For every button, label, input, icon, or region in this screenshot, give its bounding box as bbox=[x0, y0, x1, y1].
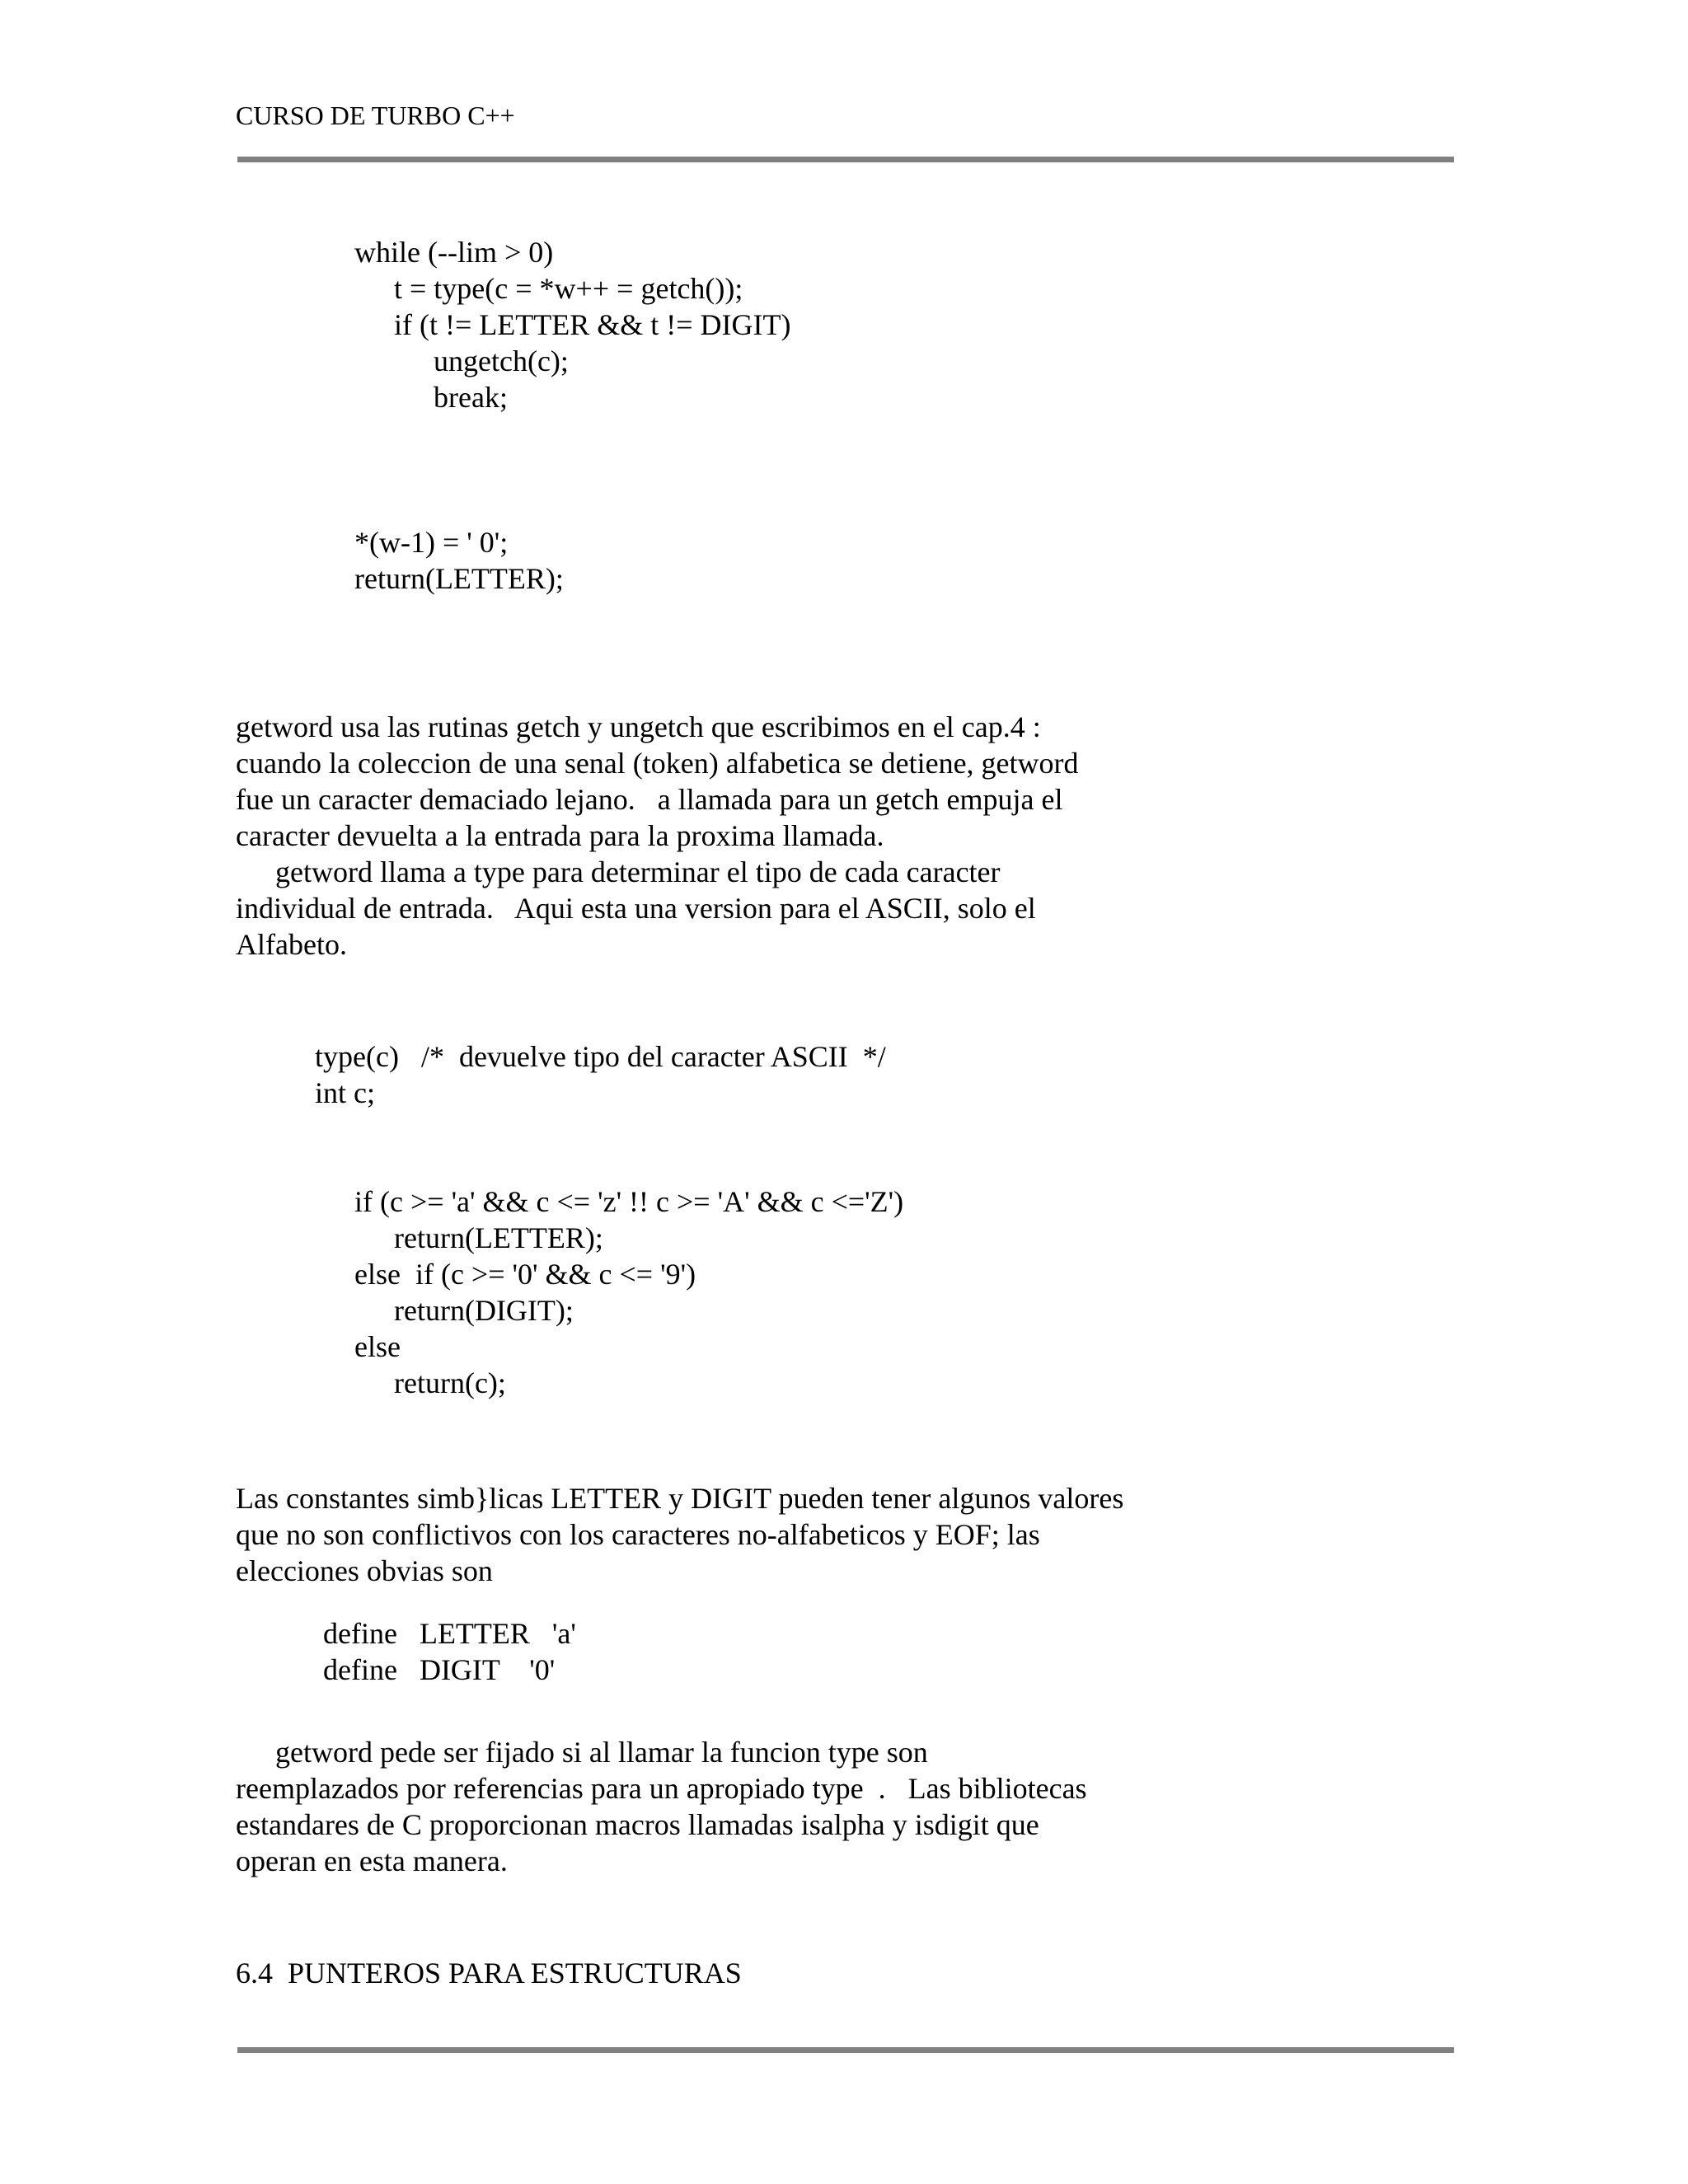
text-line: Las constantes simb}licas LETTER y DIGIT pueden tener algunos valores bbox=[236, 1482, 1124, 1515]
code-line: define DIGIT '0' bbox=[323, 1653, 556, 1686]
text-line: Alfabeto. bbox=[236, 928, 347, 961]
text-line: getword pede ser fijado si al llamar la funcion type son bbox=[275, 1736, 928, 1769]
footer-rule bbox=[237, 2047, 1454, 2053]
code-line: type(c) /* devuelve tipo del caracter ASCII */ bbox=[315, 1040, 886, 1073]
code-line: int c; bbox=[315, 1076, 375, 1109]
section-heading: 6.4 PUNTEROS PARA ESTRUCTURAS bbox=[236, 1957, 742, 1990]
text-line: cuando la coleccion de una senal (token) alfabetica se detiene, getword bbox=[236, 747, 1079, 780]
header-rule bbox=[237, 157, 1454, 162]
text-line: reemplazados por referencias para un apropiado type . Las bibliotecas bbox=[236, 1772, 1087, 1805]
code-line: else if (c >= '0' && c <= '9') bbox=[354, 1258, 696, 1291]
text-line: getword usa las rutinas getch y ungetch que escribimos en el cap.4 : bbox=[236, 710, 1041, 743]
text-line: caracter devuelta a la entrada para la proxima llamada. bbox=[236, 819, 884, 852]
text-line: fue un caracter demaciado lejano. a llamada para un getch empuja el bbox=[236, 783, 1063, 816]
text-line: operan en esta manera. bbox=[236, 1844, 508, 1877]
code-line: return(DIGIT); bbox=[394, 1294, 574, 1327]
text-line: que no son conflictivos con los caracteres no-alfabeticos y EOF; las bbox=[236, 1518, 1040, 1551]
code-line: return(LETTER); bbox=[394, 1221, 603, 1254]
code-line: ungetch(c); bbox=[434, 344, 569, 377]
code-line: while (--lim > 0) bbox=[354, 236, 554, 269]
page-header: CURSO DE TURBO C++ bbox=[236, 101, 515, 130]
code-line: t = type(c = *w++ = getch()); bbox=[394, 272, 743, 305]
text-line: elecciones obvias son bbox=[236, 1554, 493, 1587]
code-line: else bbox=[354, 1330, 401, 1363]
code-line: *(w-1) = ' 0'; bbox=[354, 526, 509, 559]
code-line: break; bbox=[434, 381, 508, 414]
text-line: individual de entrada. Aqui esta una version para el ASCII, solo el bbox=[236, 892, 1036, 925]
text-line: getword llama a type para determinar el tipo de cada caracter bbox=[275, 855, 1001, 888]
code-line: return(LETTER); bbox=[354, 562, 564, 595]
code-line: if (c >= 'a' && c <= 'z' !! c >= 'A' && c <='Z') bbox=[354, 1185, 904, 1218]
code-line: return(c); bbox=[394, 1366, 506, 1399]
code-line: if (t != LETTER && t != DIGIT) bbox=[394, 308, 791, 341]
code-line: define LETTER 'a' bbox=[323, 1617, 576, 1650]
text-line: estandares de C proporcionan macros llamadas isalpha y isdigit que bbox=[236, 1808, 1039, 1841]
